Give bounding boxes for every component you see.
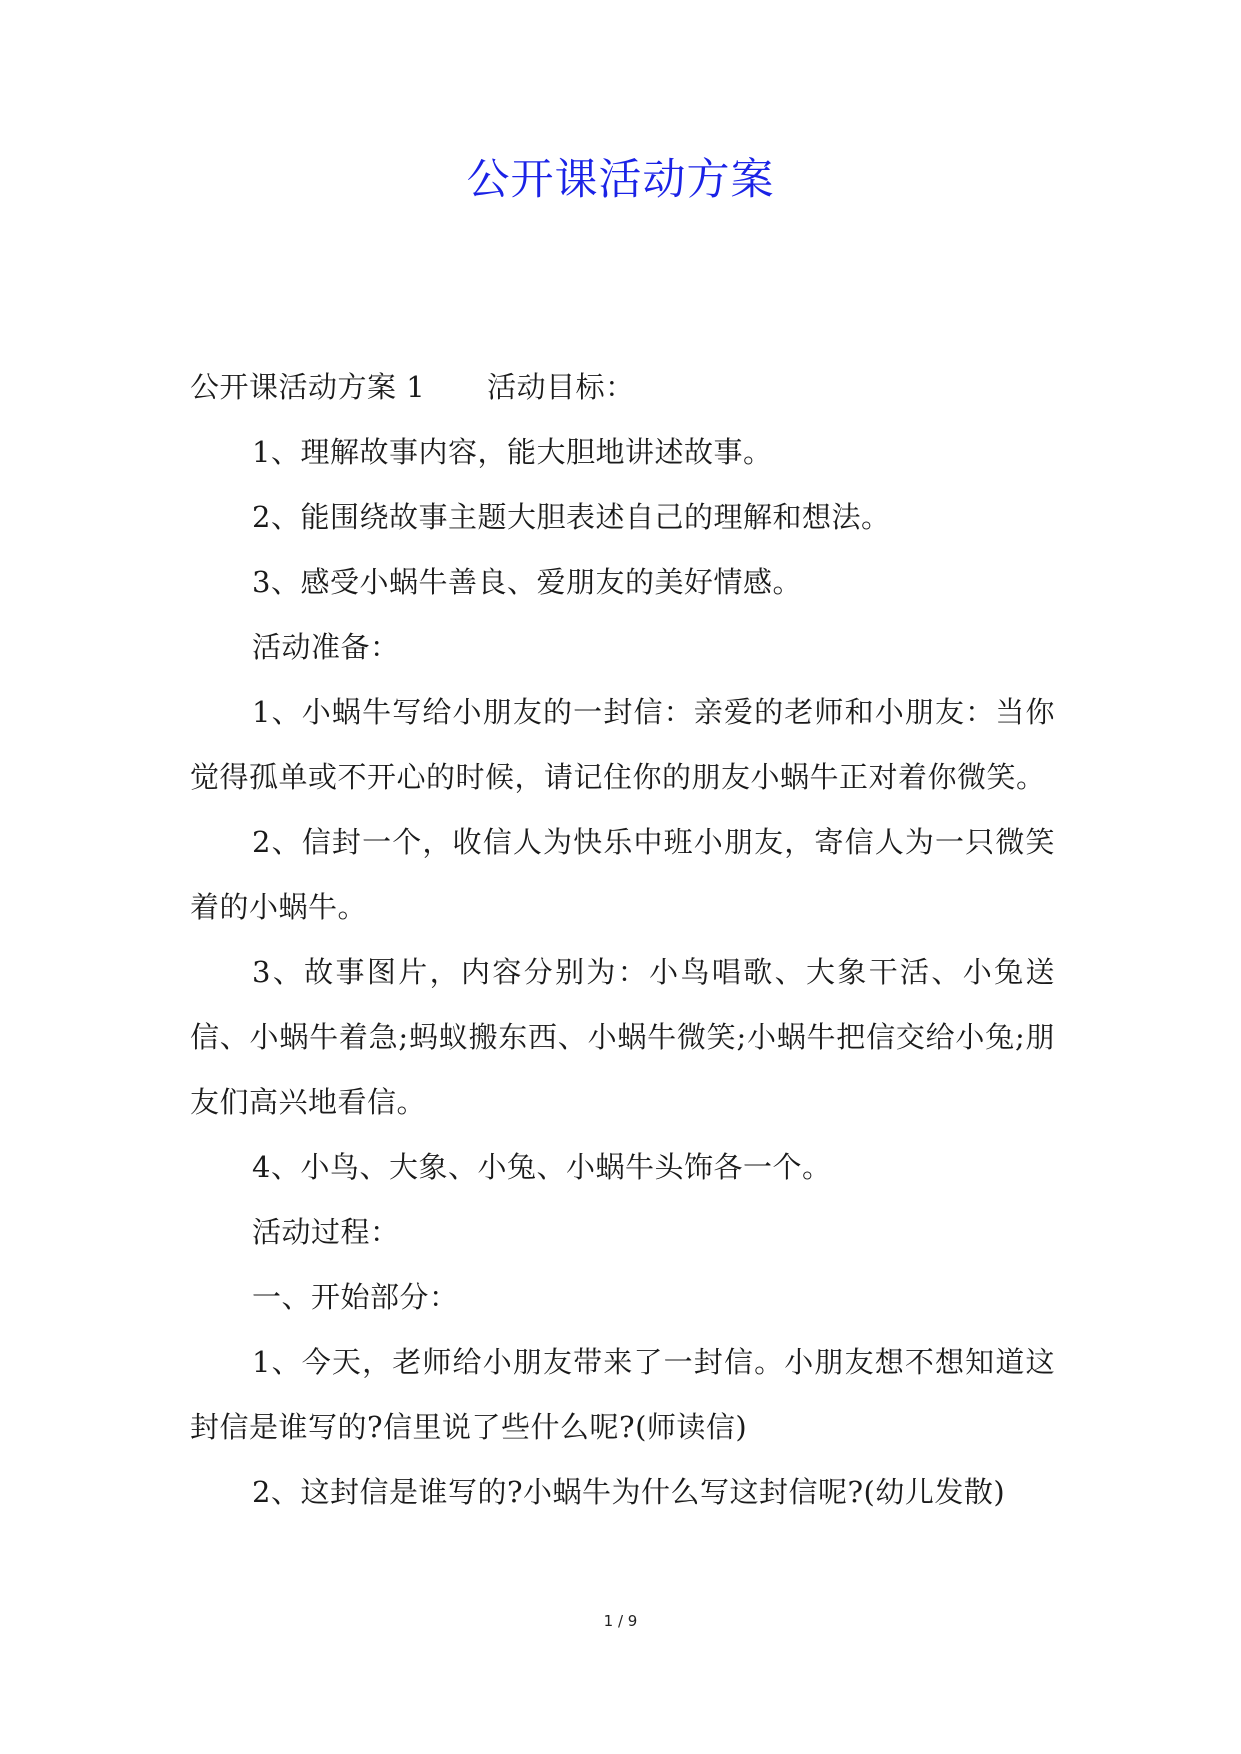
section-heading: 公开课活动方案 1	[190, 370, 426, 404]
paragraph: 3、故事图片，内容分别为：小鸟唱歌、大象干活、小兔送信、小蜗牛着急;蚂蚁搬东西、小蜗牛微笑;小蜗牛把信交给小兔;朋友们高兴地看信。	[190, 955, 1055, 1119]
paragraph: 4、小鸟、大象、小兔、小蜗牛头饰各一个。	[252, 1150, 832, 1184]
first-line	[190, 355, 1055, 420]
paragraph: 一、开始部分：	[252, 1280, 459, 1314]
paragraph: 2、这封信是谁写的?小蜗牛为什么写这封信呢?(幼儿发散)	[252, 1475, 1006, 1509]
paragraph: 活动准备：	[252, 630, 400, 664]
paragraph: 1、小蜗牛写给小朋友的一封信：亲爱的老师和小朋友：当你觉得孤单或不开心的时候，请记住你的朋友小蜗牛正对着你微笑。	[190, 695, 1055, 794]
paragraph: 3、感受小蜗牛善良、爱朋友的美好情感。	[252, 565, 802, 599]
document-body	[190, 355, 1055, 1525]
paragraph: 活动过程：	[252, 1215, 400, 1249]
page-number: 1 / 9	[603, 1612, 638, 1630]
paragraph: 1、理解故事内容，能大胆地讲述故事。	[252, 435, 773, 469]
paragraph: 2、信封一个，收信人为快乐中班小朋友，寄信人为一只微笑着的小蜗牛。	[190, 825, 1055, 924]
document-title: 公开课活动方案	[466, 155, 775, 205]
subheading-goals: 活动目标：	[487, 370, 635, 404]
paragraph: 2、能围绕故事主题大胆表述自己的理解和想法。	[252, 500, 891, 534]
paragraph: 1、今天，老师给小朋友带来了一封信。小朋友想不想知道这封信是谁写的?信里说了些什么呢?(师读信)	[190, 1345, 1055, 1444]
